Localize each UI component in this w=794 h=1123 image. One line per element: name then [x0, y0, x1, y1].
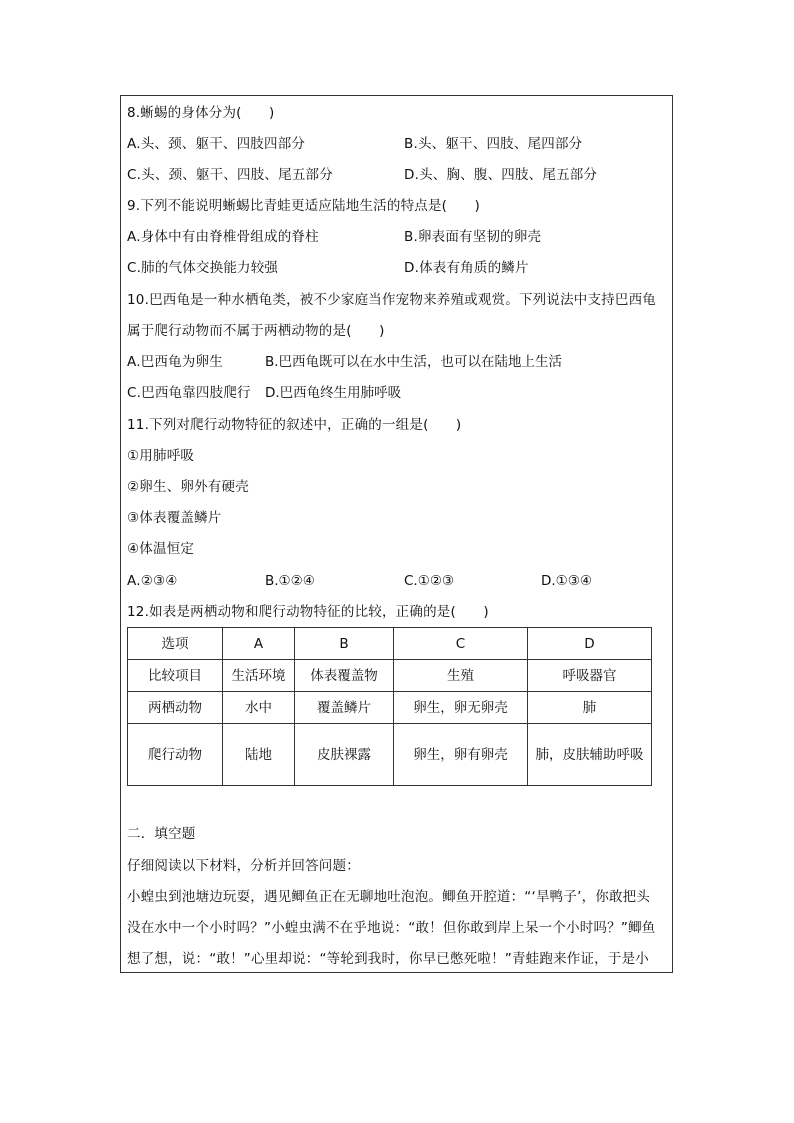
table-row: [128, 692, 652, 724]
table-cell: 水中: [223, 692, 295, 724]
q9-option-c: C.肺的气体交换能力较强: [127, 260, 279, 276]
q12-stem: 12.如表是两栖动物和爬行动物特征的比较，正确的是( ): [127, 604, 489, 620]
table-cell: 陆地: [223, 724, 295, 786]
table-cell: 呼吸器官: [528, 660, 652, 692]
table-cell: 卵生，卵有卵壳: [394, 724, 528, 786]
table-cell: 覆盖鳞片: [295, 692, 394, 724]
q10-stem-line2: 属于爬行动物而不属于两栖动物的是( ): [127, 323, 385, 339]
q11-option-d: D.①③④: [541, 573, 592, 589]
q11-item-1: ①用肺呼吸: [127, 448, 195, 464]
table-cell: 生活环境: [223, 660, 295, 692]
section-heading: 二．填空题: [127, 826, 196, 842]
q11-option-b: B.①②④: [265, 573, 315, 589]
q10-option-c: C.巴西龟靠四肢爬行: [127, 385, 251, 401]
q11-item-2: ②卵生、卵外有硬壳: [127, 479, 249, 495]
table-header-cell: D: [528, 628, 652, 660]
table-header-cell: 选项: [128, 628, 223, 660]
section-intro: 仔细阅读以下材料，分析并回答问题：: [127, 858, 360, 874]
q9-option-a: A.身体中有由脊椎骨组成的脊柱: [127, 229, 319, 245]
passage-line-3: 想了想，说：“敢！”心里却说：“等轮到我时，你早已憋死啦！”青蛙跑来作证，于是小: [127, 951, 649, 967]
table-cell: 生殖: [394, 660, 528, 692]
q11-stem: 11.下列对爬行动物特征的叙述中，正确的一组是( ): [127, 417, 462, 433]
q11-option-a: A.②③④: [127, 573, 178, 589]
passage-line-1: 小蝗虫到池塘边玩耍，遇见鲫鱼正在无聊地吐泡泡。鲫鱼开腔道：“‘旱鸭子’，你敢把头: [127, 889, 651, 905]
q10-stem-line1: 10.巴西龟是一种水栖龟类，被不少家庭当作宠物来养殖或观赏。下列说法中支持巴西龟: [127, 292, 656, 308]
q8-stem: 8.蜥蜴的身体分为( ): [127, 105, 275, 121]
q9-stem: 9.下列不能说明蜥蜴比青蛙更适应陆地生活的特点是( ): [127, 198, 481, 214]
table-cell: 肺: [528, 692, 652, 724]
q10-option-d: D.巴西龟终生用肺呼吸: [265, 385, 402, 401]
q8-option-a: A.头、颈、躯干、四肢四部分: [127, 136, 306, 152]
table-cell: 爬行动物: [128, 724, 223, 786]
q10-option-b: B.巴西龟既可以在水中生活，也可以在陆地上生活: [265, 354, 563, 370]
table-cell: 肺，皮肤辅助呼吸: [528, 724, 652, 786]
table-cell: 卵生，卵无卵壳: [394, 692, 528, 724]
q11-item-4: ④体温恒定: [127, 541, 195, 557]
table-header-cell: B: [295, 628, 394, 660]
table-row: [128, 724, 652, 786]
q9-option-b: B.卵表面有坚韧的卵壳: [404, 229, 542, 245]
comparison-table: [127, 627, 652, 786]
table-row: [128, 660, 652, 692]
q10-option-a: A.巴西龟为卵生: [127, 354, 223, 370]
q8-option-b: B.头、躯干、四肢、尾四部分: [404, 136, 583, 152]
q11-item-3: ③体表覆盖鳞片: [127, 510, 222, 526]
q8-option-c: C.头、颈、躯干、四肢、尾五部分: [127, 167, 333, 183]
table-cell: 体表覆盖物: [295, 660, 394, 692]
q9-option-d: D.体表有角质的鳞片: [404, 260, 529, 276]
table-header-row: [128, 628, 652, 660]
passage-line-2: 没在水中一个小时吗？”小蝗虫满不在乎地说：“敢！但你敢到岸上呆一个小时吗？”鲫鱼: [127, 920, 656, 936]
table-cell: 皮肤裸露: [295, 724, 394, 786]
table-header-cell: A: [223, 628, 295, 660]
table-cell: 比较项目: [128, 660, 223, 692]
table-cell: 两栖动物: [128, 692, 223, 724]
q8-option-d: D.头、胸、腹、四肢、尾五部分: [404, 167, 598, 183]
table-header-cell: C: [394, 628, 528, 660]
q11-option-c: C.①②③: [404, 573, 455, 589]
